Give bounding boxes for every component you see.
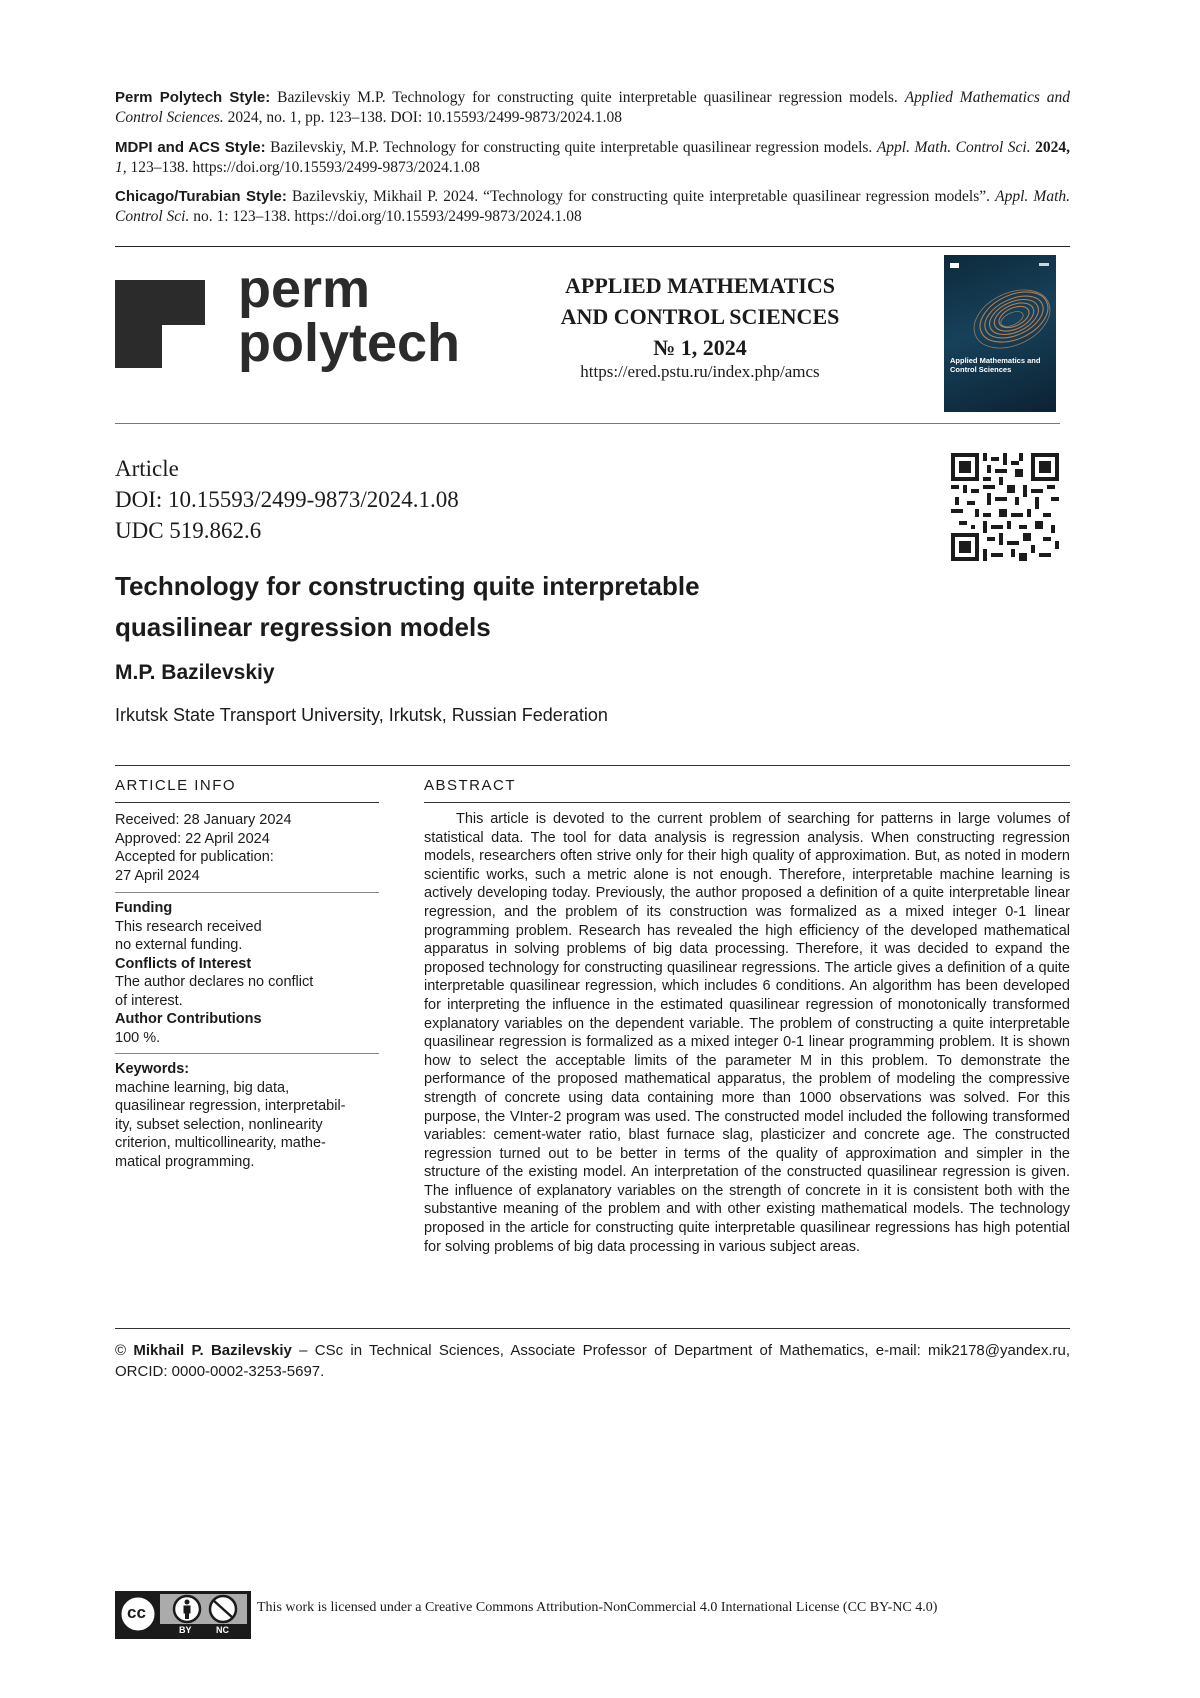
funding-heading: Funding xyxy=(115,900,173,916)
license-text[interactable]: This work is licensed under a Creative Commons Attribution-NonCommercial 4.0 International License (CC BY-NC 4.0) xyxy=(257,1600,938,1615)
keywords-section xyxy=(115,1060,377,1171)
citation-details: 2024, no. 1, pp. 123–138. DOI: 10.15593/2499-9873/2024.1.08 xyxy=(227,109,623,126)
logo-line-1: perm xyxy=(238,259,371,319)
citation-details: 123–138. https://doi.org/10.15593/2499-9873/2024.1.08 xyxy=(130,159,480,176)
author-affiliation: Irkutsk State Transport University, Irkutsk, Russian Federation xyxy=(115,705,608,725)
qr-code xyxy=(951,453,1059,561)
conflicts-heading: Conflicts of Interest xyxy=(115,955,252,972)
accepted-date: 27 April 2024 xyxy=(115,867,200,884)
abstract-heading-divider xyxy=(424,802,1070,803)
contrib-heading: Author Contributions xyxy=(115,1011,262,1027)
citation-mdpi-style xyxy=(115,138,1070,178)
article-type: Article xyxy=(115,456,179,481)
keywords-line-3: ity, subset selection, nonlinearity xyxy=(115,1116,323,1133)
citation-chicago-style xyxy=(115,187,1070,227)
keywords-line-4: criterion, multicollinearity, mathe- xyxy=(115,1135,326,1151)
keywords-line-5: matical programming. xyxy=(115,1153,255,1170)
contrib-divider xyxy=(115,1053,379,1054)
journal-cover-image xyxy=(944,255,1056,412)
funding-conflicts-section xyxy=(115,899,377,1047)
cover-artwork xyxy=(944,255,1056,412)
abstract-text: This article is devoted to the current problem of searching for patterns in large volumes of statistical data. The tool for data analysis is regression analysis. When constructing regression models, researchers often strive only for their high quality of approximation. But, as noted in modern scientific works, such a metric alone is not enough. Therefore, interpretable machine learning is actively developing today. Previously, the author proposed a definition of a quite interpretable linear regression, and the problem of its construction was formalized as a mixed integer 0-1 linear programming problem. Research has revealed the high efficiency of the developed mathematical apparatus in solving problems of big data processing. Therefore, it was decided to expand the proposed technology for constructing quasilinear regressions. The article gives a definition of a quite interpretable quasilinear regression, which includes 6 conditions. An algorithm has been developed for interpreting the influence in the estimated quasilinear regression of monotonically transformed explanatory variables on the dependent variable. The problem of constructing a quite interpretable quasilinear regression is formalized as a mixed integer 0-1 linear programming problem. It is shown how to select the acceptable limits of the parameter M in this problem. To demonstrate the performance of the proposed mathematical apparatus, the problem of modeling the compressive strength of concrete using data containing more than 1000 observations was solved. For this purpose, the VInter-2 program was used. The constructed model included the following transformed variables: cement-water ratio, blast furnace slag, plasticizer and concrete age. The constructed regression turned out to be better in terms of the quality of approximation and simpler in the structure of the existing model. An interpretation of the constructed quasilinear regression is given. The influence of explanatory variables on the strength of concrete in it is consistent both with the substantive meaning of the problem and with other existing mathematical models. The technology proposed in the article for constructing quite interpretable quasilinear regressions has high potential for solving problems of big data processing in various subject areas. xyxy=(424,811,1070,1255)
citation-journal: Applied Mathematics and Control Sciences. xyxy=(115,89,1070,126)
cover-title: Applied Mathematics and Control Sciences xyxy=(950,356,1041,374)
article-dates xyxy=(115,811,377,885)
journal-divider xyxy=(115,423,1060,424)
logo-mark-cutout xyxy=(162,325,206,369)
keywords-heading: Keywords: xyxy=(115,1061,190,1077)
citation-label: Perm Polytech Style: xyxy=(115,89,271,106)
contrib-value: 100 %. xyxy=(115,1029,161,1046)
cc-by-nc-badge[interactable] xyxy=(115,1591,251,1639)
header-divider xyxy=(115,246,1070,247)
article-title-line-2: quasilinear regression models xyxy=(115,612,491,642)
citation-label: MDPI and ACS Style: xyxy=(115,139,266,156)
citation-journal: Appl. Math. Control Sci. xyxy=(876,139,1031,156)
journal-title xyxy=(530,270,870,363)
footnote-text: – CSc in Technical Sciences, Associate Professor of Department of Mathematics, e-mail: mik2178@yandex.ru, ORCID: 0000-0002-3253-5697. xyxy=(115,1342,1071,1380)
citation-details: no. 1: 123–138. https://doi.org/10.15593/2499-9873/2024.1.08 xyxy=(193,208,582,225)
article-doi[interactable]: DOI: 10.15593/2499-9873/2024.1.08 xyxy=(115,487,459,512)
approved-date: Approved: 22 April 2024 xyxy=(115,830,270,847)
dates-divider xyxy=(115,892,379,893)
perm-polytech-logo-text xyxy=(238,259,461,373)
citation-text: Bazilevskiy, Mikhail P. 2024. “Technology for constructing quite interpretable quasilinear regression models”. xyxy=(291,188,991,205)
funding-line-1: This research received xyxy=(115,918,262,935)
author-footnote xyxy=(115,1341,1070,1382)
article-udc: UDC 519.862.6 xyxy=(115,518,262,543)
journal-title-line-1: APPLIED MATHEMATICS xyxy=(565,273,835,298)
citation-journal: Appl. Math. Control Sci. xyxy=(115,188,1071,225)
journal-title-line-2: AND CONTROL SCIENCES xyxy=(560,304,840,329)
keywords-line-2: quasilinear regression, interpretabil- xyxy=(115,1098,346,1114)
keywords-line-1: machine learning, big data, xyxy=(115,1079,290,1096)
citation-text: Bazilevskiy M.P. Technology for constructing quite interpretable quasilinear regression models. xyxy=(277,89,898,106)
article-title-line-1: Technology for constructing quite interpretable xyxy=(115,571,700,601)
nc-label: NC xyxy=(216,1625,229,1635)
abstract-heading: ABSTRACT xyxy=(424,777,517,794)
journal-issue: № 1, 2024 xyxy=(653,335,747,360)
info-heading-divider xyxy=(115,802,379,803)
conflicts-line-1: The author declares no conflict xyxy=(115,974,314,990)
citation-perm-style xyxy=(115,88,1070,128)
logo-line-2: polytech xyxy=(238,313,461,373)
by-label: BY xyxy=(179,1625,192,1635)
conflicts-line-2: of interest. xyxy=(115,992,183,1009)
footnote-author-name: Mikhail P. Bazilevskiy xyxy=(133,1342,292,1359)
article-info-heading: ARTICLE INFO xyxy=(115,777,237,794)
article-author: M.P. Bazilevskiy xyxy=(115,661,275,684)
cc-label: cc xyxy=(127,1603,146,1622)
citation-volume: 1, xyxy=(115,159,127,176)
info-top-divider xyxy=(115,765,1070,766)
accepted-label: Accepted for publication: xyxy=(115,849,274,865)
citation-text: Bazilevskiy, M.P. Technology for constructing quite interpretable quasilinear regression models. xyxy=(270,139,873,156)
abstract-bottom-divider xyxy=(115,1328,1070,1329)
journal-url[interactable]: https://ered.pstu.ru/index.php/amcs xyxy=(580,362,820,381)
citation-label: Chicago/Turabian Style: xyxy=(115,188,287,205)
funding-line-2: no external funding. xyxy=(115,937,243,953)
copyright-symbol: © xyxy=(115,1342,127,1359)
article-title xyxy=(115,566,875,648)
received-date: Received: 28 January 2024 xyxy=(115,812,292,828)
citation-year: 2024, xyxy=(1035,139,1071,156)
